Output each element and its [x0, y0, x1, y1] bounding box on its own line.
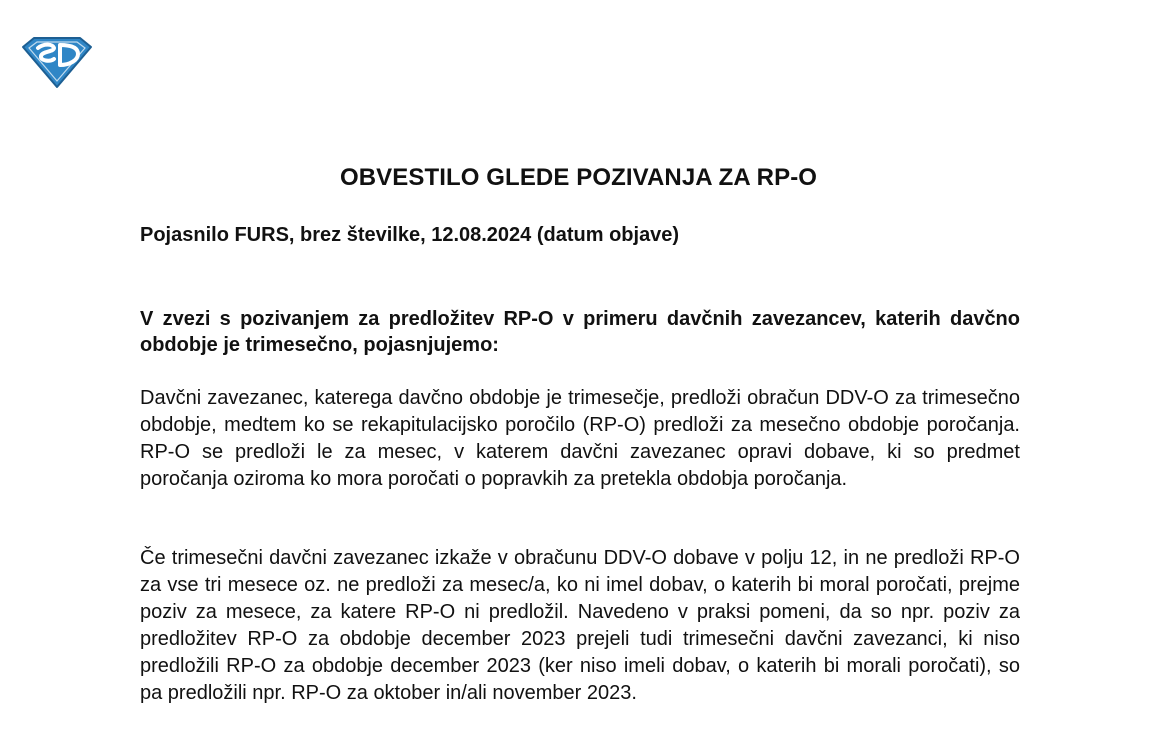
document-title: OBVESTILO GLEDE POZIVANJA ZA RP-O: [339, 164, 818, 191]
document-subtitle: Pojasnilo FURS, brez številke, 12.08.2024 (datum objave): [140, 224, 680, 246]
lead-paragraph: V zvezi s pozivanjem za predložitev RP-O v primeru davčnih zavezancev, katerih davčno obdobje je trimesečno, pojasnjujemo:: [140, 308, 1020, 356]
body-paragraph-2: Če trimesečni davčni zavezanec izkaže v obračunu DDV-O dobave v polju 12, in ne predloži RP-O za vse tri mesece oz. ne predloži za mesec/a, ko ni imel dobav, o katerih bi moral poročati, prejme poziv za mesece, za katere RP-O ni predložil. Navedeno v praksi pomeni, da so npr. poziv za predložitev RP-O za obdobje december 2023 prejeli tudi trimesečni davčni zavezanci, ki niso predložili RP-O za obdobje december 2023 (ker niso imeli dobav, o katerih bi morali poročati), so pa predložili npr. RP-O za oktober in/ali november 2023.: [140, 547, 1020, 704]
company-logo-icon: [20, 34, 94, 90]
body-paragraph-1: Davčni zavezanec, katerega davčno obdobje je trimesečje, predloži obračun DDV-O za trimesečno obdobje, medtem ko se rekapitulacijsko poročilo (RP-O) predloži za mesečno obdobje poročanja. RP-O se predloži le za mesec, v katerem davčni zavezanec opravi dobave, ki so predmet poročanja oziroma ko mora poročati o popravkih za pretekla obdobja poročanja.: [140, 387, 1020, 490]
